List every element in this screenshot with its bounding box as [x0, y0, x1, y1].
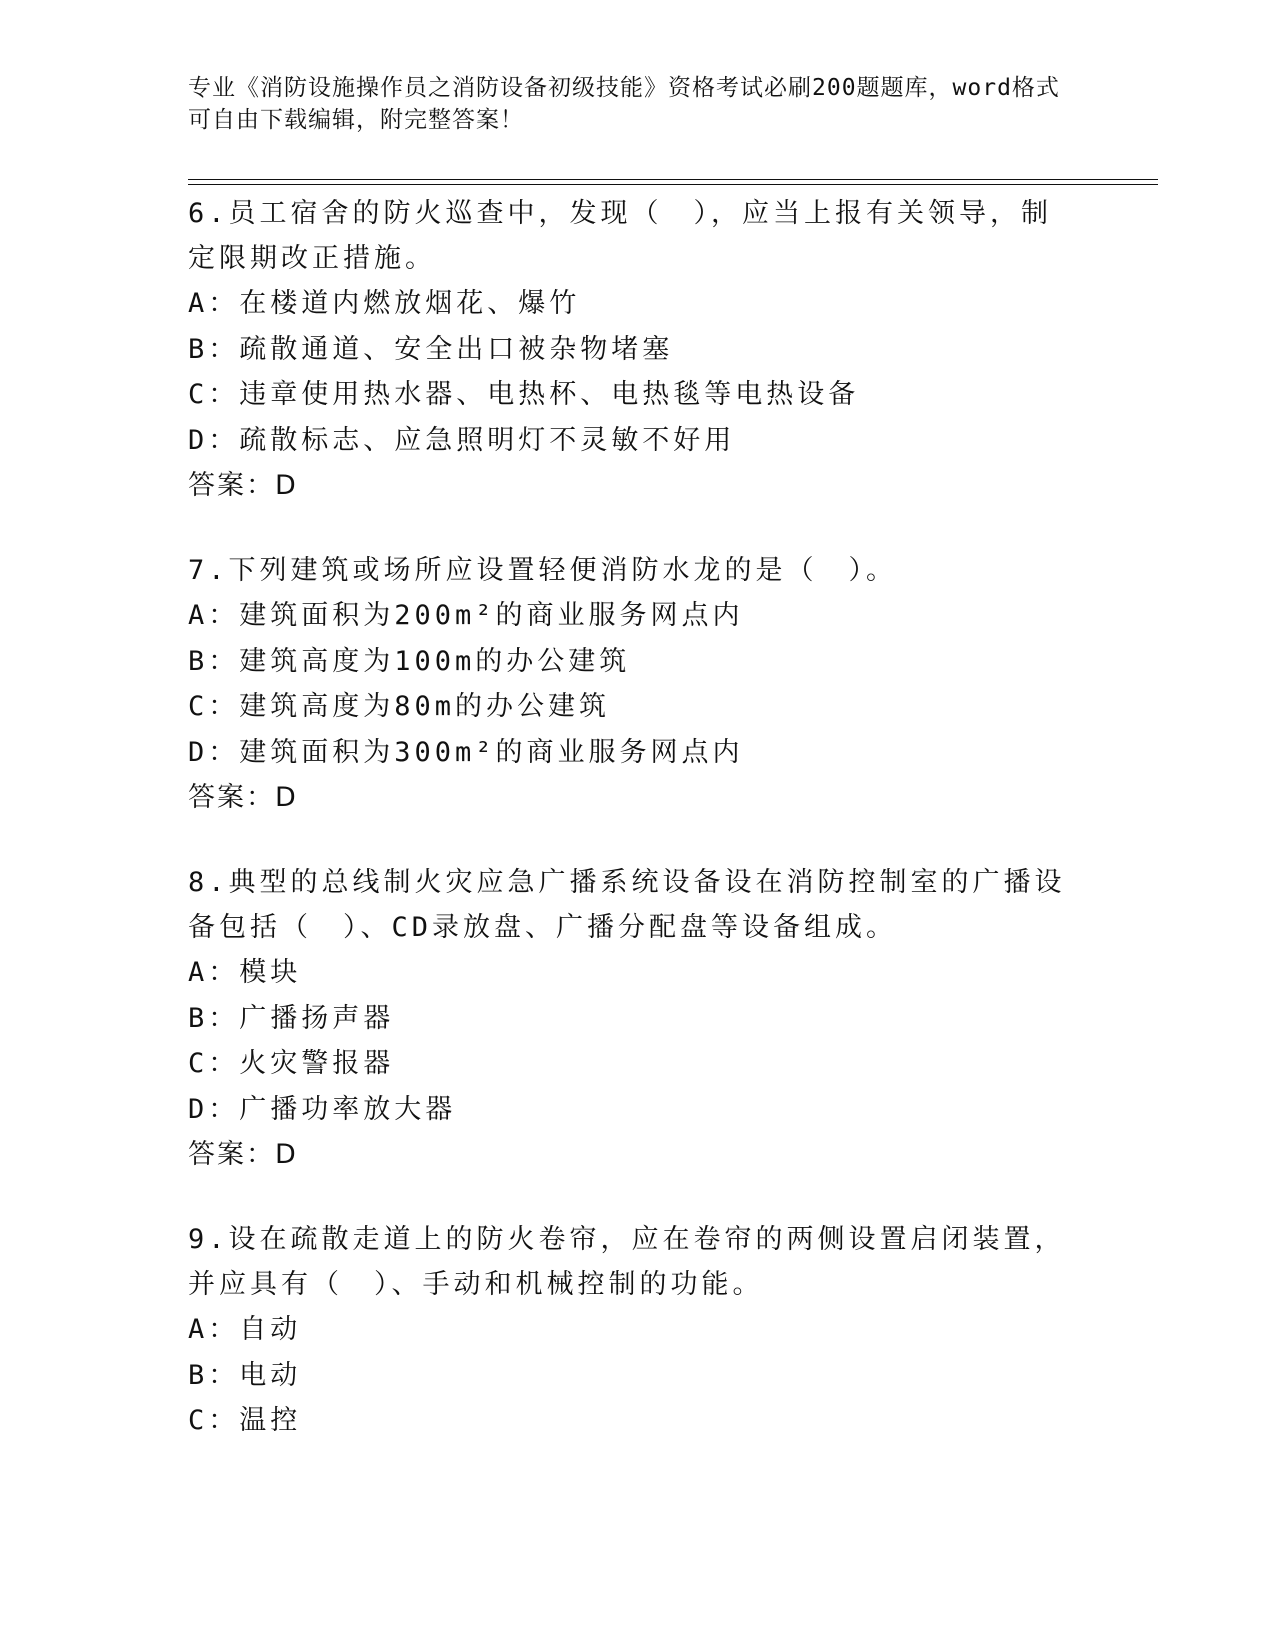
answer-label: 答案：D — [188, 782, 298, 813]
option-b: B：电动 — [188, 1359, 302, 1391]
header-rule-top — [188, 179, 1158, 180]
option-b: B：建筑高度为100m的办公建筑 — [188, 645, 631, 677]
question-9 — [188, 1217, 1068, 1444]
question-stem: 9.设在疏散走道上的防火卷帘，应在卷帘的两侧设置启闭装置，并应具有（ ）、手动和机械控制的功能。 — [188, 1224, 1066, 1300]
option-c: C：火灾警报器 — [188, 1048, 395, 1079]
question-stem: 6.员工宿舍的防火巡查中，发现（ ），应当上报有关领导，制定限期改正措施。 — [188, 198, 1053, 274]
question-8 — [188, 860, 1068, 1177]
option-c: C：建筑高度为80m的办公建筑 — [188, 691, 611, 722]
answer-label: 答案：D — [188, 470, 298, 501]
option-b: B：广播扬声器 — [188, 1002, 395, 1034]
question-list — [188, 191, 1068, 1484]
answer-label: 答案：D — [188, 1139, 298, 1170]
header-rule-bottom — [188, 184, 1158, 185]
option-c: C：温控 — [188, 1405, 302, 1436]
option-b: B：疏散通道、安全出口被杂物堵塞 — [188, 333, 674, 365]
option-a: A：自动 — [188, 1314, 302, 1345]
option-a: A：在楼道内燃放烟花、爆竹 — [188, 288, 581, 319]
document-header: 专业《消防设施操作员之消防设备初级技能》资格考试必刷200题题库，word格式可自由下载编辑，附完整答案！ — [188, 75, 1060, 133]
option-a: A：建筑面积为200m²的商业服务网点内 — [188, 600, 744, 631]
option-d: D：疏散标志、应急照明灯不灵敏不好用 — [188, 424, 736, 456]
option-d: D：建筑面积为300m²的商业服务网点内 — [188, 736, 744, 768]
question-stem: 7.下列建筑或场所应设置轻便消防水龙的是（ ）。 — [188, 555, 898, 586]
question-7 — [188, 548, 1068, 820]
question-stem: 8.典型的总线制火灾应急广播系统设备设在消防控制室的广播设备包括（ ）、CD录放盘、广播分配盘等设备组成。 — [188, 867, 1066, 943]
question-6 — [188, 191, 1068, 508]
option-d: D：广播功率放大器 — [188, 1093, 457, 1125]
option-c: C：违章使用热水器、电热杯、电热毯等电热设备 — [188, 379, 860, 410]
option-a: A：模块 — [188, 957, 302, 988]
